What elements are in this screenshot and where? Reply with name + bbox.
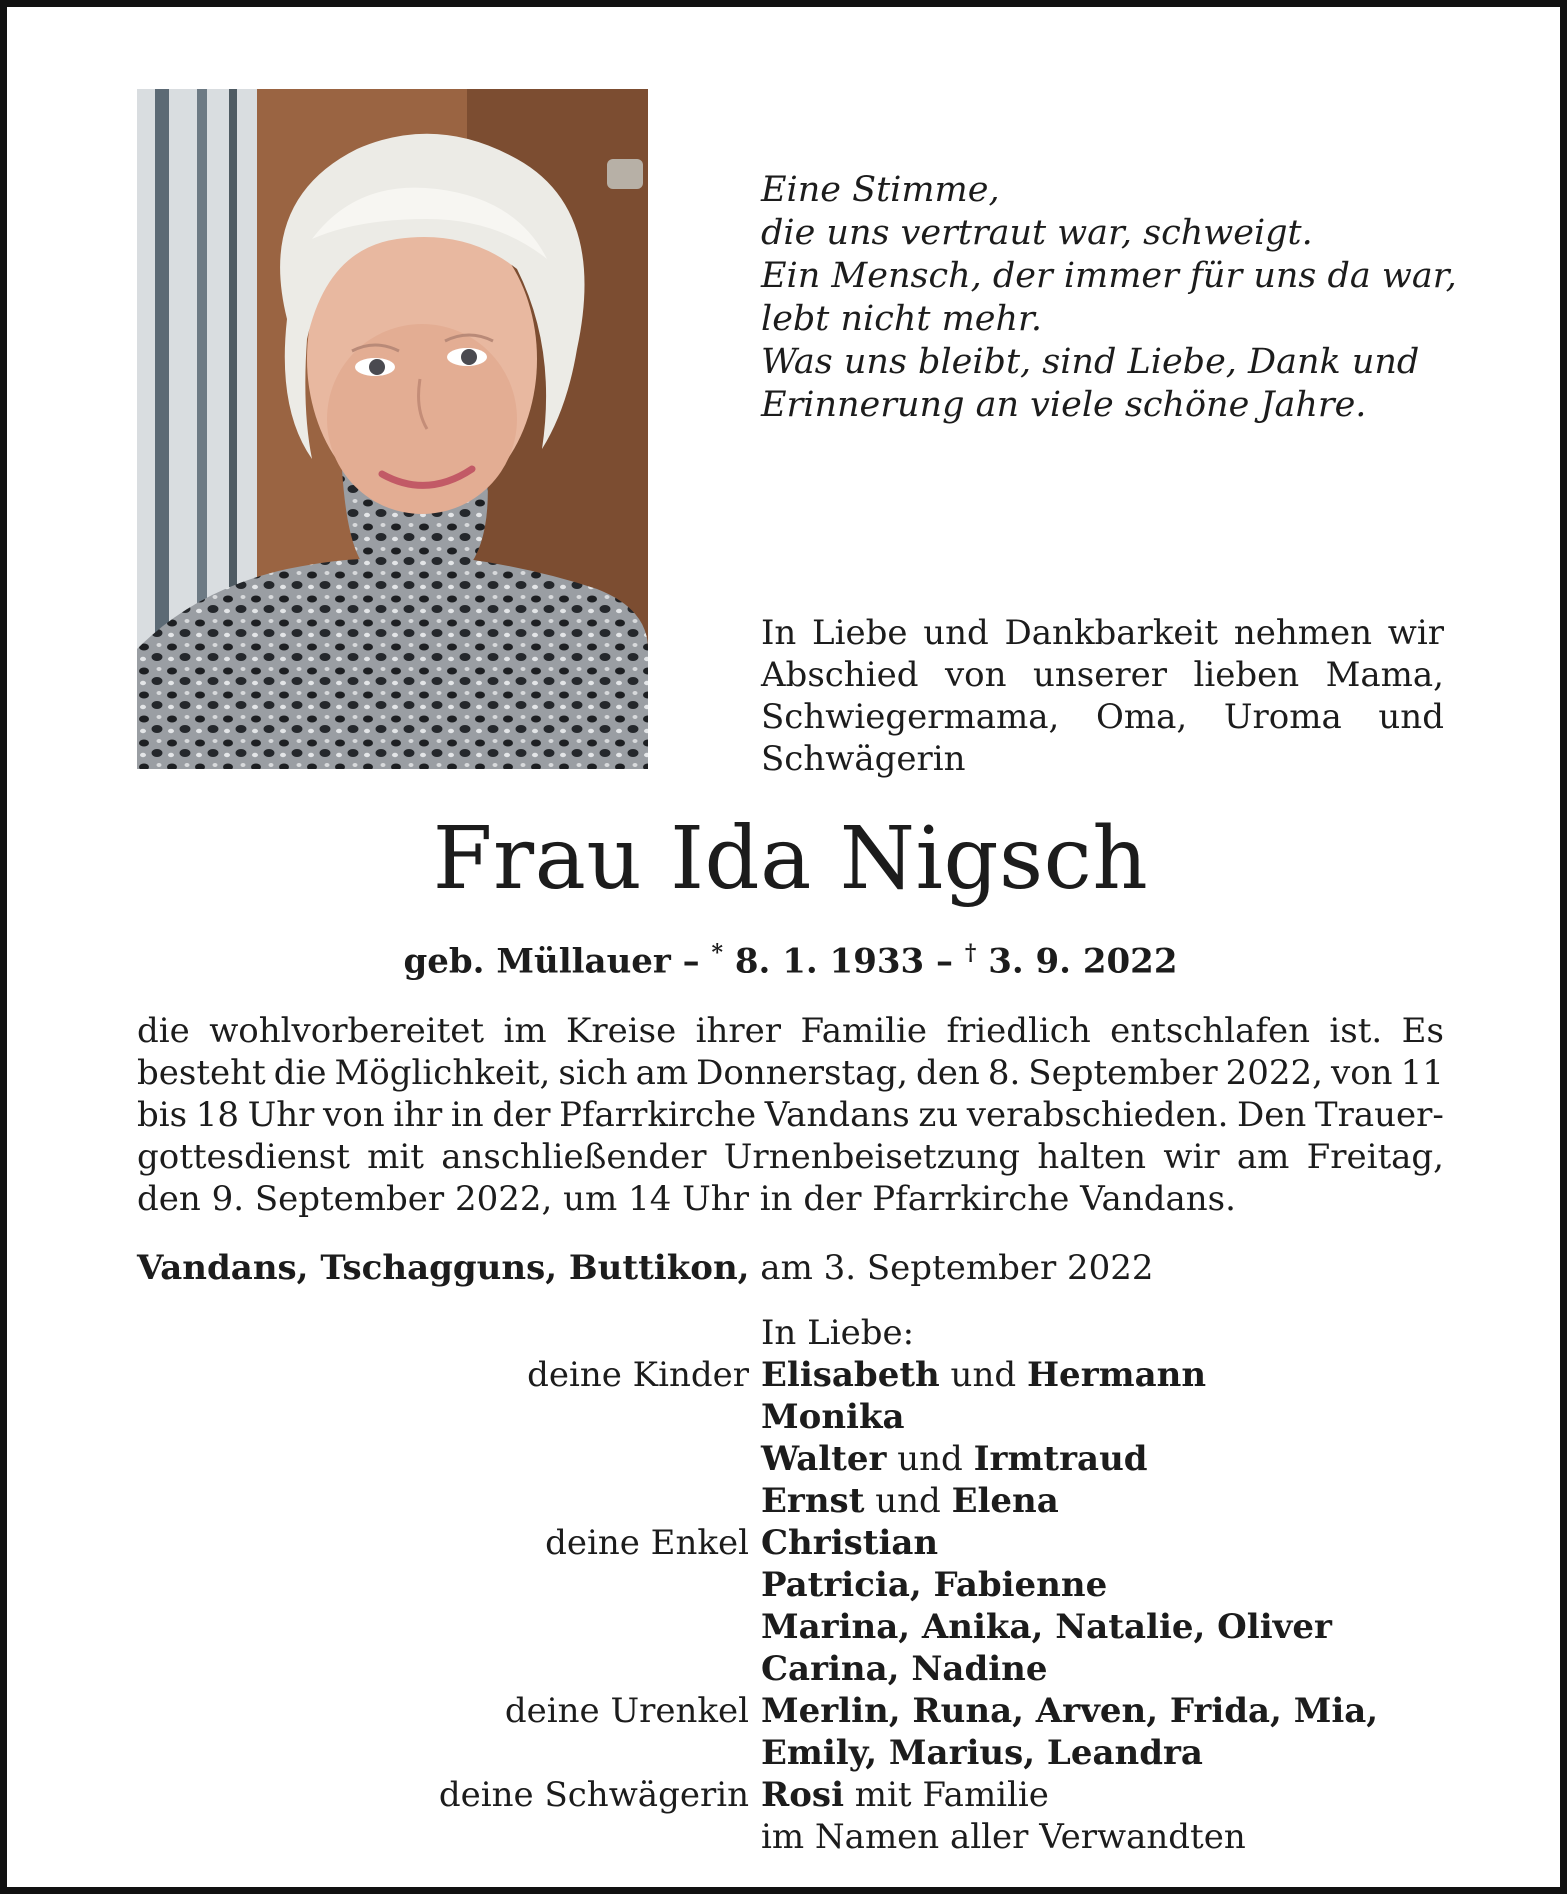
word: 2022,	[1225, 1053, 1323, 1093]
word: Oma,	[1095, 697, 1188, 737]
birth-death-dates	[7, 940, 1567, 981]
word: Pfarrkirche	[559, 1095, 757, 1135]
deceased-name: Frau Ida Nigsch	[432, 809, 1149, 909]
person-name: Elisabeth	[761, 1355, 940, 1395]
person-name: Patricia, Fabienne	[761, 1565, 1108, 1605]
portrait-photo	[137, 89, 648, 769]
word: gottesdienst	[137, 1137, 350, 1177]
word: anschließender	[441, 1137, 707, 1177]
word: bis	[137, 1095, 188, 1135]
person-name: Walter	[761, 1439, 887, 1479]
word: wohlvorbereitet	[209, 1011, 485, 1051]
family-label	[137, 1816, 761, 1858]
poem-line: die uns vertraut war, schweigt.	[761, 213, 1313, 253]
person-name: Rosi	[761, 1775, 844, 1815]
body-line	[137, 1010, 1444, 1052]
word: lieben	[1193, 655, 1300, 695]
person-name: Merlin, Runa, Arven, Frida, Mia,	[761, 1691, 1379, 1731]
family-row	[137, 1732, 1444, 1774]
family-label	[137, 1480, 761, 1522]
word: In	[761, 613, 797, 653]
conjunction: und	[939, 1355, 1027, 1395]
word: zu	[918, 1095, 959, 1135]
word: Kreise	[566, 1011, 677, 1051]
body-line	[137, 1178, 1444, 1220]
family-row	[137, 1438, 1444, 1480]
poem-line: lebt nicht mehr.	[761, 299, 1043, 339]
intro-line	[761, 612, 1444, 654]
family-names	[761, 1690, 1378, 1732]
poem-line: Erinnerung an viele schöne Jahre.	[761, 385, 1367, 425]
family-names	[761, 1732, 1203, 1774]
family-suffix: mit Familie	[844, 1775, 1049, 1815]
word: und	[1378, 697, 1444, 737]
family-names	[761, 1438, 1148, 1480]
word: Familie	[800, 1011, 928, 1051]
word: ihrer	[695, 1011, 782, 1051]
family-row	[137, 1564, 1444, 1606]
person-name: Christian	[761, 1523, 939, 1563]
died-date: 3. 9. 2022	[976, 941, 1178, 982]
word: Vandans	[764, 1095, 910, 1135]
family-label	[137, 1732, 761, 1774]
family-label	[137, 1396, 761, 1438]
word: von	[1331, 1053, 1393, 1093]
word: mit	[367, 1137, 424, 1177]
word: von	[323, 1095, 385, 1135]
person-name: Hermann	[1026, 1355, 1207, 1395]
family-row	[137, 1354, 1444, 1396]
family-row	[137, 1396, 1444, 1438]
born-symbol: *	[711, 940, 724, 966]
place-and-date	[137, 1248, 1154, 1288]
family-names	[761, 1774, 1049, 1816]
intro-text	[761, 612, 1444, 780]
person-name: Elena	[951, 1481, 1059, 1521]
family-names	[761, 1354, 1206, 1396]
word: die	[137, 1011, 190, 1051]
family-list	[137, 1312, 1444, 1858]
family-label: deine Enkel	[545, 1523, 749, 1563]
family-row	[137, 1816, 1444, 1858]
family-label	[137, 1438, 761, 1480]
intro-line	[761, 654, 1444, 696]
family-names	[761, 1480, 1059, 1522]
word: in	[450, 1095, 484, 1135]
body-line	[137, 1136, 1444, 1178]
family-row	[137, 1690, 1444, 1732]
word: ihr	[393, 1095, 443, 1135]
person-name: Monika	[761, 1397, 905, 1437]
body-line	[137, 1052, 1444, 1094]
family-row	[137, 1480, 1444, 1522]
intro-line	[761, 696, 1444, 738]
family-label: deine Urenkel	[504, 1691, 749, 1731]
body-line	[137, 1094, 1444, 1136]
word: der	[492, 1095, 551, 1135]
word: Liebe	[812, 613, 908, 653]
poem-line: Ein Mensch, der immer für uns da war,	[761, 256, 1457, 296]
word: nehmen	[1233, 613, 1373, 653]
locations: Vandans, Tschagguns, Buttikon,	[137, 1248, 750, 1288]
family-row	[137, 1774, 1444, 1816]
family-names	[761, 1564, 1107, 1606]
word: Urnenbeisetzung	[723, 1137, 1021, 1177]
word: Dankbarkeit	[1004, 613, 1219, 653]
word: sich	[558, 1053, 628, 1093]
word: von	[944, 655, 1007, 695]
word: 18	[195, 1095, 239, 1135]
word: am	[1236, 1137, 1290, 1177]
person-name: Carina, Nadine	[761, 1649, 1048, 1689]
born-date: 8. 1. 1933 –	[723, 941, 965, 982]
word: Abschied	[761, 655, 919, 695]
announcement-text	[137, 1010, 1444, 1220]
word: Donnerstag,	[696, 1053, 908, 1093]
poem-line: Eine Stimme,	[761, 170, 1000, 210]
intro-line	[761, 738, 1444, 780]
family-row	[137, 1648, 1444, 1690]
word: Den	[1237, 1095, 1307, 1135]
word: wir	[1387, 613, 1444, 653]
conjunction: und	[864, 1481, 952, 1521]
word: halten	[1037, 1137, 1147, 1177]
word: am	[635, 1053, 689, 1093]
family-label	[137, 1312, 761, 1354]
family-names	[761, 1606, 1332, 1648]
died-symbol: †	[964, 940, 977, 966]
closing-line: im Namen aller Verwandten	[761, 1817, 1246, 1857]
word: September	[1028, 1053, 1218, 1093]
word: Schwiegermama,	[761, 697, 1060, 737]
family-row	[137, 1312, 1444, 1354]
family-label	[137, 1648, 761, 1690]
word: im	[503, 1011, 547, 1051]
word: Es	[1401, 1011, 1444, 1051]
person-name: Emily, Marius, Leandra	[761, 1733, 1203, 1773]
family-heading: In Liebe:	[761, 1313, 915, 1353]
word: Uroma	[1223, 697, 1342, 737]
word: die	[273, 1053, 327, 1093]
word: 8.	[987, 1053, 1021, 1093]
family-row	[137, 1606, 1444, 1648]
conjunction: und	[886, 1439, 974, 1479]
word: Möglichkeit,	[334, 1053, 551, 1093]
family-label: deine Schwägerin	[438, 1775, 749, 1815]
word: Schwägerin	[761, 739, 966, 779]
family-label	[137, 1606, 761, 1648]
word: Freitag,	[1306, 1137, 1444, 1177]
family-label	[137, 1564, 761, 1606]
notice-date: am 3. September 2022	[749, 1248, 1154, 1288]
family-row	[137, 1522, 1444, 1564]
word: Mama,	[1325, 655, 1444, 695]
person-name: Ernst	[761, 1481, 865, 1521]
body-line-text: den 9. September 2022, um 14 Uhr in der Pfarrkirche Vandans.	[137, 1179, 1236, 1219]
word: Trauer-	[1314, 1095, 1444, 1135]
poem-line: Was uns bleibt, sind Liebe, Dank und	[761, 342, 1420, 382]
word: unserer	[1032, 655, 1167, 695]
family-label: deine Kinder	[527, 1355, 749, 1395]
word: verabschieden.	[966, 1095, 1229, 1135]
word: besteht	[137, 1053, 266, 1093]
birth-name: geb. Müllauer –	[403, 941, 712, 982]
family-names	[761, 1396, 905, 1438]
word: 11	[1400, 1053, 1444, 1093]
family-names	[761, 1648, 1048, 1690]
word: und	[923, 613, 989, 653]
poem	[761, 169, 1461, 427]
word: den	[916, 1053, 980, 1093]
word: ist.	[1329, 1011, 1383, 1051]
word: entschlafen	[1110, 1011, 1310, 1051]
word: friedlich	[946, 1011, 1091, 1051]
person-name: Irmtraud	[973, 1439, 1148, 1479]
word: wir	[1163, 1137, 1220, 1177]
word: Uhr	[247, 1095, 315, 1135]
person-name: Marina, Anika, Natalie, Oliver	[761, 1607, 1332, 1647]
family-names	[761, 1522, 938, 1564]
